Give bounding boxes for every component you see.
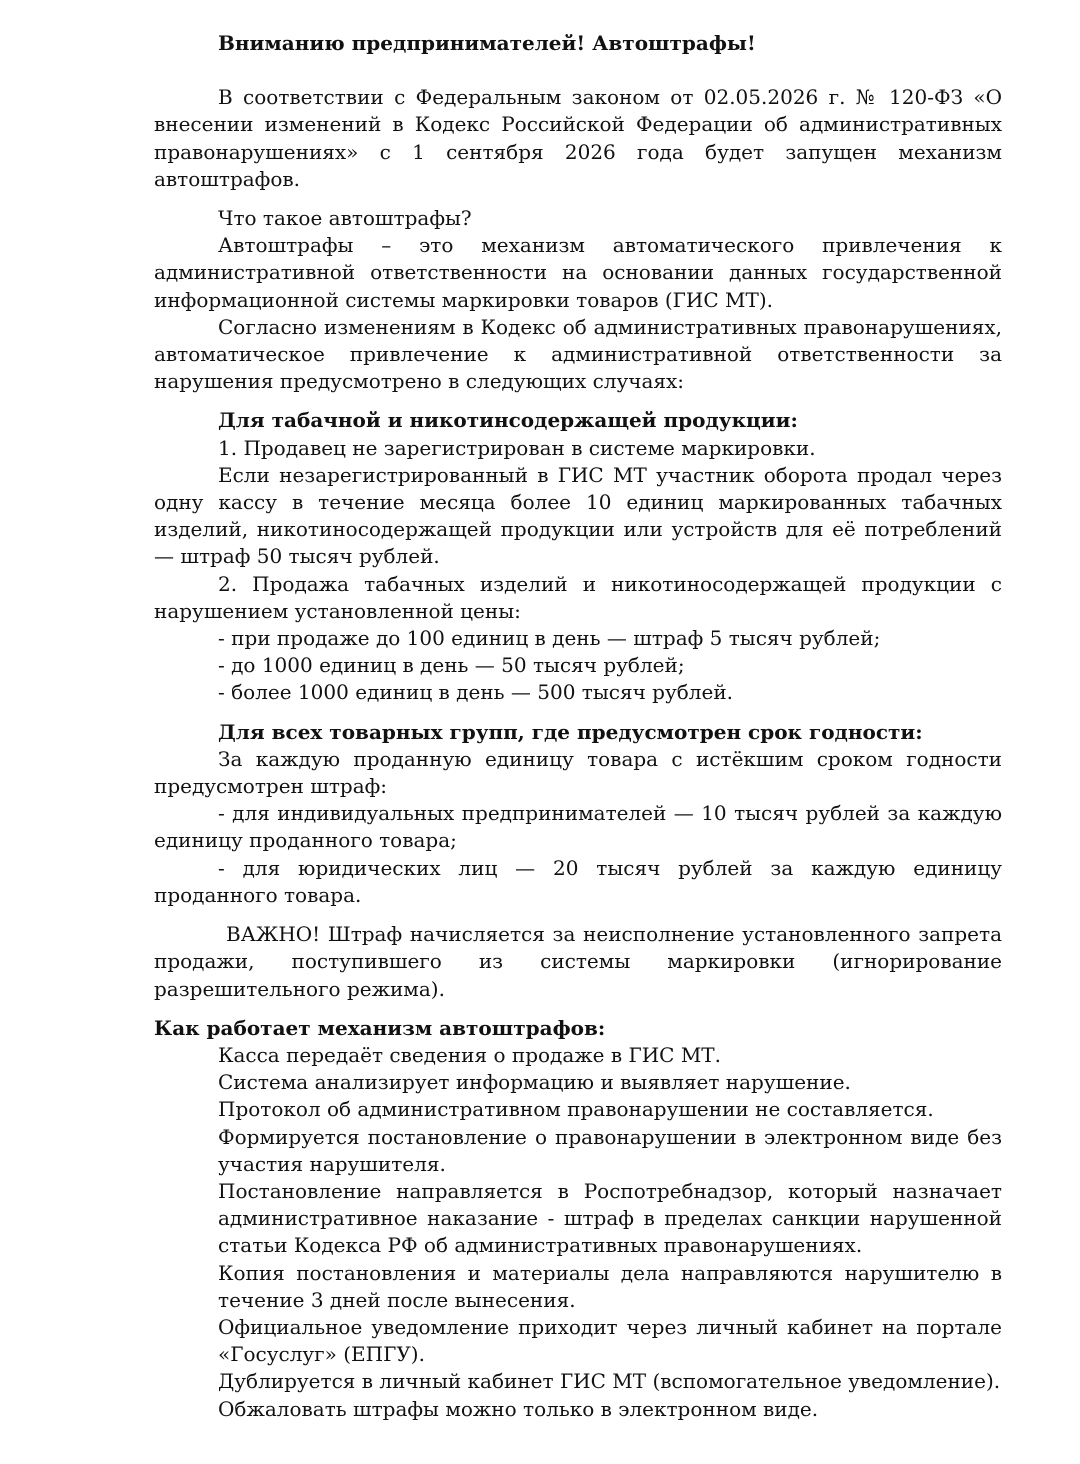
important-note: ВАЖНО! Штраф начисляется за неисполнение установленного запрета продажи, поступившего из системы маркировки (игнорирование разрешительного режима). — [154, 922, 1002, 1001]
tobacco-item-2: 2. Продажа табачных изделий и никотиносодержащей продукции с нарушением установленной цены: — [154, 571, 1002, 623]
expiry-heading: Для всех товарных групп, где предусмотрен срок годности: — [218, 719, 923, 744]
what-question: Что такое автоштрафы? — [218, 206, 472, 231]
what-answer: Автоштрафы – это механизм автоматического привлечения к административной ответственности на основании данных государственной информационной системы маркировки товаров (ГИС МТ). — [154, 233, 1002, 312]
intro-paragraph: В соответствии с Федеральным законом от 02.05.2026 г. № 120-ФЗ «О внесении изменений в Кодекс Российской Федерации об административных правонарушениях» с 1 сентября 2026 года будет запущен механизм автоштрафов. — [154, 85, 1002, 191]
list-item: Копия постановления и материалы дела направляются нарушителю в течение 3 дней после вынесения. — [218, 1260, 1002, 1312]
list-item: Система анализирует информацию и выявляет нарушение. — [218, 1070, 851, 1095]
mechanism-heading: Как работает механизм автоштрафов: — [154, 1015, 606, 1040]
fine-line: - при продаже до 100 единиц в день — штраф 5 тысяч рублей; — [218, 626, 881, 651]
list-item: Протокол об административном правонарушении не составляется. — [218, 1097, 934, 1122]
cases-intro: Согласно изменениям в Кодекс об административных правонарушениях, автоматическое привлечение к административной ответственности за нарушения предусмотрено в следующих случаях: — [154, 314, 1002, 394]
tobacco-item-1: 1. Продавец не зарегистрирован в системе маркировки. — [218, 435, 816, 460]
document-title: Вниманию предпринимателей! Автоштрафы! — [218, 31, 756, 55]
list-item: Касса передаёт сведения о продаже в ГИС МТ. — [218, 1042, 722, 1067]
fine-line: - более 1000 единиц в день — 500 тысяч рублей. — [218, 680, 733, 705]
list-item: Официальное уведомление приходит через личный кабинет на портале «Госуслуг» (ЕПГУ). — [218, 1314, 1002, 1367]
list-item: Обжаловать штрафы можно только в электронном виде. — [218, 1396, 819, 1421]
tobacco-heading: Для табачной и никотинсодержащей продукции: — [218, 408, 798, 433]
fine-line: - до 1000 единиц в день — 50 тысяч рублей; — [218, 653, 685, 678]
tobacco-item-1-detail: Если незарегистрированный в ГИС МТ участник оборота продал через одну кассу в течение месяца более 10 единиц маркированных табачных изделий, никотиносодержащей продукции или устройств для её потреблений — штраф 50 тысяч рублей. — [154, 462, 1002, 569]
list-item: Постановление направляется в Роспотребнадзор, который назначает административное наказание - штраф в пределах санкции нарушенной статьи Кодекса РФ об административных правонарушениях. — [218, 1178, 1002, 1258]
mechanism-steps — [218, 1042, 1002, 1423]
expiry-legal: - для юридических лиц — 20 тысяч рублей за каждую единицу проданного товара. — [154, 855, 1002, 907]
expiry-individuals: - для индивидуальных предпринимателей — 10 тысяч рублей за каждую единицу проданного товара; — [154, 801, 1002, 853]
list-item: Дублируется в личный кабинет ГИС МТ (вспомогательное уведомление). — [218, 1369, 1001, 1394]
list-item: Формируется постановление о правонарушении в электронном виде без участия нарушителя. — [218, 1124, 1002, 1176]
document-page — [154, 30, 1002, 1423]
expiry-text: За каждую проданную единицу товара с истёкшим сроком годности предусмотрен штраф: — [154, 746, 1002, 799]
